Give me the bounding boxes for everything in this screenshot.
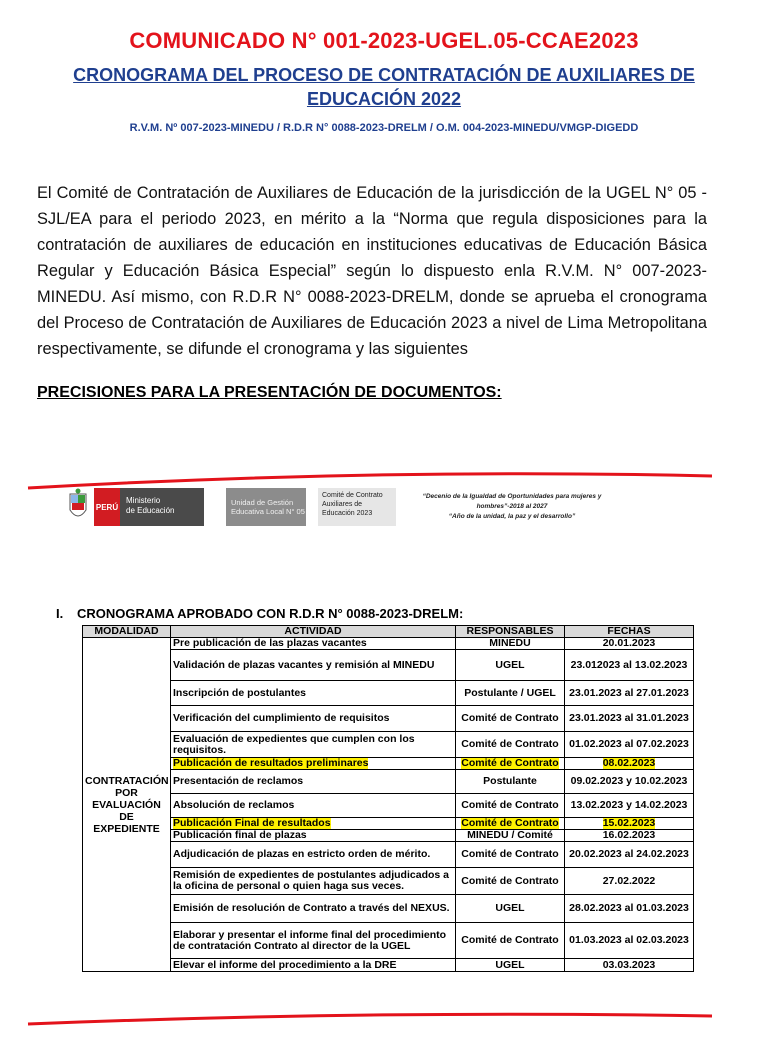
actividad-cell [171,830,456,842]
fechas-cell-text: 16.02.2023 [602,829,656,841]
fechas-cell [565,923,694,959]
modalidad-cell: CONTRATACIÓN POR EVALUACIÓN DE EXPEDIENTE [83,638,171,972]
fechas-cell [565,681,694,706]
table-row [83,650,694,681]
slogan-line-2: hombres”-2018 al 2027 [476,503,548,510]
responsables-cell-text: Comité de Contrato [461,712,559,724]
responsables-cell [456,650,565,681]
fechas-cell [565,830,694,842]
fechas-cell [565,842,694,868]
actividad-cell-text: Evaluación de expedientes que cumplen con los requisitos. [173,732,415,756]
fechas-cell [565,650,694,681]
table-row [83,818,694,830]
responsables-cell-text: UGEL [495,958,525,971]
fechas-cell [565,706,694,732]
fechas-cell [565,732,694,758]
responsables-cell-text: MINEDU [489,637,531,649]
responsables-cell [456,758,565,770]
fechas-cell-text: 23.01.2023 al 27.01.2023 [569,686,689,699]
responsables-cell [456,681,565,706]
minedu-line-1: Ministerio [126,496,161,505]
comite-line-1: Comité de Contrato [322,492,383,499]
section-title [56,606,463,621]
table-row [83,830,694,842]
header-responsables: RESPONSABLES [456,626,565,638]
intro-paragraph: El Comité de Contratación de Auxiliares de Educación de la jurisdicción de la UGEL N° 05 - SJL/EA para el periodo 2023, en mérito a la “Norma que regula disposiciones para la contratación de auxiliares de educación en instituciones educativas de Educación Básica Regular y Educación Básica Especial” según lo dispuesto enla R.V.M. N° 007-2023-MINEDU. Así mismo, con R.D.R N° 0088-2023-DRELM, donde se aprueba el cronograma del Proceso de Contratación de Auxiliares de Educación 2023 a nivel de Lima Metropolitana respectivamente, se difunde el cronograma y las siguientes [37,184,707,358]
responsables-cell [456,868,565,895]
comite-line-3: Educación 2023 [322,510,373,517]
table-row [83,923,694,959]
actividad-cell-text: Presentación de reclamos [173,775,304,787]
table-body [83,638,694,972]
actividad-cell-text: Publicación Final de resultados [173,817,331,829]
table-row [83,794,694,818]
fechas-cell-text: 15.02.2023 [602,817,656,829]
actividad-cell [171,818,456,830]
actividad-cell [171,959,456,972]
responsables-cell-text: Comité de Contrato [461,934,559,946]
actividad-cell-text: Publicación de resultados preliminares [173,757,369,769]
fechas-cell-text: 01.02.2023 al 07.02.2023 [569,738,689,750]
actividad-cell-text: Publicación final de plazas [173,829,307,841]
actividad-cell-text: Pre publicación de las plazas vacantes [173,637,367,649]
responsables-cell-text: UGEL [495,902,525,914]
comite-brand-box [318,488,396,526]
fechas-cell-text: 27.02.2022 [602,874,656,887]
table-row [83,758,694,770]
responsables-cell-text: Comité de Contrato [461,817,559,829]
responsables-cell [456,638,565,650]
cronograma-table [82,625,694,972]
peru-label: PERÚ [95,502,119,512]
cronograma-subtitle: CRONOGRAMA DEL PROCESO DE CONTRATACIÓN DE AUXILIARES DE EDUCACIÓN 2022 [73,65,695,109]
fechas-cell-text: 01.03.2023 al 02.03.2023 [569,934,689,946]
actividad-cell-text: Validación de plazas vacantes y remisión al MINEDU [173,658,435,671]
letterhead-logos [66,488,396,526]
actividad-cell-text: Remisión de expedientes de postulantes adjudicados a la oficina de personal o quien haga sus veces. [173,869,449,892]
responsables-cell [456,830,565,842]
fechas-cell-text: 03.03.2023 [602,958,656,971]
comunicado-title: COMUNICADO N° 001-2023-UGEL.05-CCAE2023 [129,28,639,53]
actividad-cell [171,758,456,770]
actividad-cell [171,650,456,681]
fechas-cell-text: 09.02.2023 y 10.02.2023 [570,775,688,787]
peru-brand-box [94,488,120,526]
responsables-cell [456,923,565,959]
responsables-cell [456,959,565,972]
fechas-cell-text: 20.02.2023 al 24.02.2023 [569,848,689,860]
actividad-cell-text: Elevar el informe del procedimiento a la DRE [173,958,397,971]
table-row [83,770,694,794]
actividad-cell-text: Inscripción de postulantes [173,686,307,699]
header-modalidad: MODALIDAD [83,626,171,638]
legal-references: R.V.M. Nº 007-2023-MINEDU / R.D.R N° 0088-2023-DRELM / O.M. 004-2023-MINEDU/VMGP-DIGEDD [129,122,639,134]
actividad-cell-text: Verificación del cumplimiento de requisitos [173,712,390,724]
actividad-cell [171,681,456,706]
actividad-cell [171,732,456,758]
table-row [83,868,694,895]
peru-coat-of-arms-icon [66,488,90,526]
ugel-brand-box [226,488,306,526]
slogan-line-3: “Año de la unidad, la paz y el desarrollo” [448,513,576,520]
responsables-cell [456,706,565,732]
fechas-cell-text: 13.02.2023 y 14.02.2023 [570,799,688,811]
actividad-cell [171,923,456,959]
responsables-cell-text: Comité de Contrato [461,757,559,769]
header-fechas: FECHAS [565,626,694,638]
responsables-cell-text: Comité de Contrato [461,848,559,860]
actividad-cell [171,794,456,818]
table-row [83,959,694,972]
responsables-cell [456,770,565,794]
actividad-cell-text: Elaborar y presentar el informe final del procedimiento de contratación Contrato al director de la UGEL [173,928,447,952]
responsables-cell-text: Postulante / UGEL [464,686,556,699]
table-row [83,895,694,923]
responsables-cell-text: Comité de Contrato [461,799,559,811]
letterhead-slogans [402,492,622,522]
fechas-cell [565,895,694,923]
minedu-line-2: de Educación [126,506,175,515]
red-decorative-arc-bottom [0,1006,768,1046]
table-row [83,706,694,732]
actividad-cell [171,770,456,794]
ugel-line-1: Unidad de Gestión [231,498,294,507]
header-actividad: ACTIVIDAD [171,626,456,638]
responsables-cell-text: Postulante [483,775,537,787]
table-row [83,638,694,650]
table-row [83,732,694,758]
actividad-cell [171,868,456,895]
responsables-cell [456,895,565,923]
comite-line-2: Auxiliares de [322,501,363,508]
fechas-cell [565,818,694,830]
table-row [83,842,694,868]
fechas-cell [565,638,694,650]
actividad-cell-text: Emisión de resolución de Contrato a través del NEXUS. [173,902,450,914]
responsables-cell [456,732,565,758]
responsables-cell [456,794,565,818]
responsables-cell-text: Comité de Contrato [461,874,559,887]
responsables-cell-text: MINEDU / Comité [467,829,553,841]
fechas-cell-text: 08.02.2023 [602,757,656,769]
actividad-cell [171,842,456,868]
responsables-cell [456,818,565,830]
actividad-cell [171,638,456,650]
responsables-cell [456,842,565,868]
section-title-text: CRONOGRAMA APROBADO CON R.D.R N° 0088-2023-DRELM: [77,606,464,621]
minedu-brand-box [120,488,204,526]
fechas-cell [565,868,694,895]
section-number: I. [56,606,64,621]
fechas-cell [565,758,694,770]
fechas-cell [565,959,694,972]
fechas-cell-text: 20.01.2023 [602,637,656,649]
fechas-cell-text: 28.02.2023 al 01.03.2023 [569,902,689,914]
fechas-cell-text: 23.012023 al 13.02.2023 [570,658,688,671]
actividad-cell-text: Adjudicación de plazas en estricto orden de mérito. [173,848,431,860]
responsables-cell-text: UGEL [495,658,525,671]
slogan-line-1: “Decenio de la Igualdad de Oportunidades para mujeres y [422,493,602,500]
table-row [83,681,694,706]
actividad-cell [171,895,456,923]
table-header-row [83,626,694,638]
responsables-cell-text: Comité de Contrato [461,738,559,750]
ugel-line-2: Educativa Local N° 05 [231,507,305,516]
fechas-cell [565,794,694,818]
precisiones-heading: PRECISIONES PARA LA PRESENTACIÓN DE DOCUMENTOS: [37,384,502,401]
fechas-cell [565,770,694,794]
actividad-cell-text: Absolución de reclamos [173,799,295,811]
fechas-cell-text: 23.01.2023 al 31.01.2023 [569,712,689,724]
actividad-cell [171,706,456,732]
